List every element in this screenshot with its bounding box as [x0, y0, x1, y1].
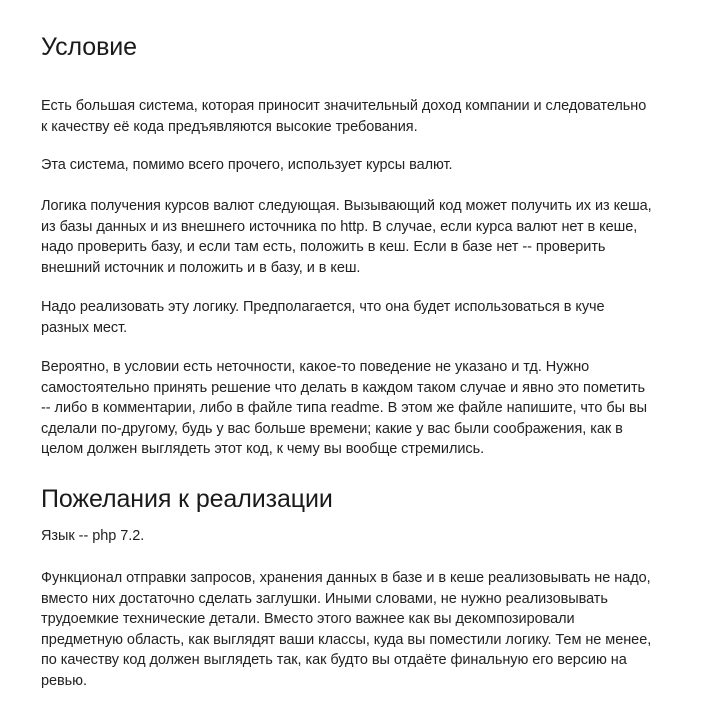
text-line: Язык -- php 7.2.	[41, 528, 145, 544]
paragraph-currency-usage	[41, 155, 681, 176]
paragraph-system-intro	[41, 96, 681, 137]
section-heading-condition: Условие	[41, 33, 137, 61]
section-heading-implementation-wishes: Пожелания к реализации	[41, 485, 333, 513]
text-line: Вероятно, в условии есть неточности, какое-то поведение не указано и тд. Нужно	[41, 359, 590, 375]
text-line: самостоятельно принять решение что делать в каждом таком случае и явно это пометить	[41, 379, 646, 396]
text-line: Логика получения курсов валют следующая. Вызывающий код может получить их из кеша,	[41, 198, 652, 214]
paragraph-rate-logic	[41, 196, 681, 278]
text-line: внешний источник и положить и в базу, и в кеш.	[41, 259, 361, 276]
paragraph-language	[41, 526, 681, 547]
text-line: целом должен выглядеть этот код, к чему вы вообще стремились.	[41, 441, 485, 457]
paragraph-stubs	[41, 568, 681, 691]
text-line: предметную область, как выглядят ваши классы, куда вы поместили логику. Тем не менее,	[41, 631, 652, 648]
text-line: к качеству её кода предъявляются высокие требования.	[41, 118, 418, 135]
text-line: Есть большая система, которая приносит значительный доход компании и следовательно	[41, 98, 647, 114]
text-line: Эта система, помимо всего прочего, использует курсы валют.	[41, 157, 453, 173]
text-line: ревью.	[41, 672, 87, 689]
text-line: Функционал отправки запросов, хранения данных в базе и в кеше реализовывать не надо,	[41, 570, 651, 586]
text-line: по качеству код должен выглядеть так, как будто вы отдаёте финальную его версию на	[41, 652, 627, 668]
text-line: надо проверить базу, и если там есть, положить в кеш. Если в базе нет -- проверить	[41, 239, 606, 255]
paragraph-implement-logic	[41, 297, 681, 338]
text-line: -- либо в комментарии, либо в файле типа readme. В этом же файле напишите, что бы вы	[41, 400, 647, 416]
text-line: трудоемкие технические детали. Вместо этого важнее как вы декомпозировали	[41, 611, 575, 627]
text-line: вместо них достаточно сделать заглушки. Иными словами, не нужно реализовывать	[41, 590, 608, 607]
text-line: разных мест.	[41, 319, 128, 336]
text-line: сделали по-другому, будь у вас больше времени; какие у вас были соображения, как в	[41, 420, 623, 437]
text-line: из базы данных и из внешнего источника по http. В случае, если курса валют нет в кеше,	[41, 218, 638, 235]
text-line: Надо реализовать эту логику. Предполагается, что она будет использоваться в куче	[41, 299, 605, 315]
paragraph-inaccuracies	[41, 357, 681, 460]
